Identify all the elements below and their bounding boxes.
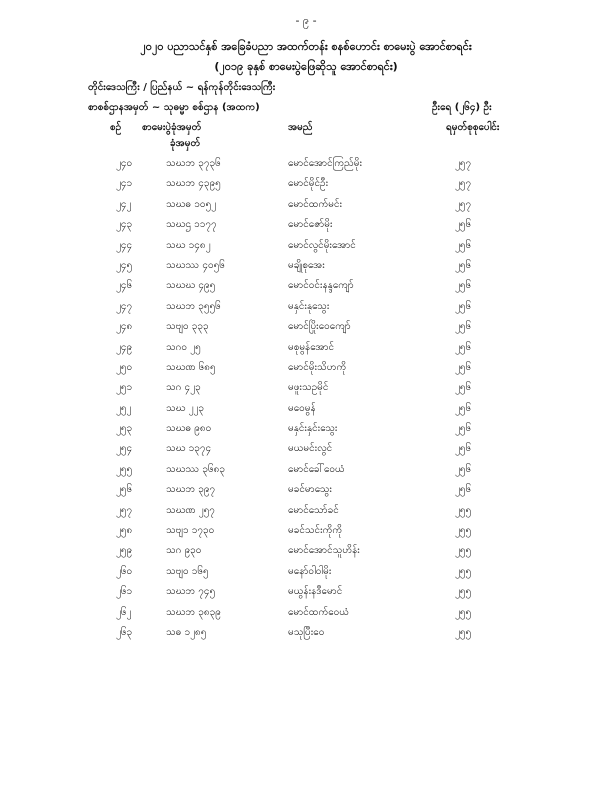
candidate-name: မခင်မာသွေး <box>288 484 332 496</box>
registration-number: သဃ ၂၂၃ <box>166 402 205 414</box>
document-subtitle: (၂၀၁၉ ခုနှစ် စာမေးပွဲဖြေဆိုသူ အောင်စာရင်း) <box>214 60 398 73</box>
total-marks: ၂၅၆ <box>455 361 472 373</box>
row-number: ၂၄၄ <box>116 239 133 251</box>
row-number: ၂၄၅ <box>116 259 133 271</box>
candidate-name: မယွန်းနဒီမောင် <box>288 586 343 598</box>
registration-number: သဂ ၉၃၀ <box>166 545 202 557</box>
candidate-name: မနှင်းနှင်းသွေး <box>288 423 338 435</box>
row-number: ၂၄၉ <box>116 341 133 353</box>
candidate-name: မောင်ဝင်းနန္ဒကျော် <box>288 280 354 292</box>
candidate-name: မချိုစုအေး <box>288 259 325 271</box>
registration-number: သဃဓ ၉၈၀ <box>166 423 212 435</box>
candidate-name: မောင်အောင်ကြည်မိုး <box>288 158 363 169</box>
candidate-name: မောင်မိုးသိဟကို <box>288 361 347 373</box>
candidate-name: မဖူးသဥမိုင် <box>288 382 329 394</box>
registration-number: သဗျ၀ ၃၃၃ <box>166 321 209 333</box>
total-marks: ၂၅၅ <box>455 606 472 618</box>
table-row <box>0 197 612 217</box>
row-number: ၂၅၆ <box>116 484 133 496</box>
total-marks: ၂၅၆ <box>455 484 472 496</box>
total-marks: ၂၅၇ <box>455 158 472 169</box>
candidate-count: ဦးရေ (၂၆၄) ဦး <box>432 102 492 113</box>
table-row <box>0 441 612 461</box>
table-row <box>0 319 612 339</box>
row-number: ၂၅၃ <box>116 423 133 435</box>
table-row <box>0 523 612 543</box>
candidate-name: မောင်ခေါ်ဝေယံ <box>288 463 345 475</box>
candidate-name: မဝေမွန် <box>288 402 316 414</box>
candidate-name: မစုမွန်အောင် <box>288 341 335 353</box>
table-row <box>0 503 612 523</box>
registration-number: သဃ ၁၄၈၂ <box>166 239 211 251</box>
row-number: ၂၅၈ <box>116 525 133 537</box>
row-number: ၂၅၂ <box>116 402 132 414</box>
row-number: ၂၆၂ <box>116 606 132 618</box>
table-row <box>0 584 612 604</box>
column-header-name: အမည် <box>288 122 313 133</box>
registration-number: သဗျ၀ ၁၆၅ <box>166 565 209 577</box>
row-number: ၂၆၃ <box>116 626 133 638</box>
total-marks: ၂၅၆ <box>455 300 472 312</box>
registration-number: သဓ ၁၂၈၅ <box>166 626 207 638</box>
registration-number: သဃဘ ၃၈၃၉ <box>166 606 221 618</box>
row-number: ၂၆၀ <box>116 565 133 577</box>
row-number: ၂၄၁ <box>116 178 133 190</box>
row-number: ၂၅၇ <box>116 504 133 516</box>
total-marks: ၂၅၅ <box>455 545 472 557</box>
registration-number: သဃဘ ၄၃၉၅ <box>166 178 221 190</box>
candidate-name: မခင်သင်းကိုကို <box>288 525 343 537</box>
table-row <box>0 340 612 360</box>
registration-number: သဃဌ ၁၁၇၇ <box>166 219 217 231</box>
row-number: ၂၄၇ <box>116 300 133 312</box>
registration-number: သဗျ၁ ၁၇၃၀ <box>166 525 215 537</box>
table-row <box>0 625 612 645</box>
total-marks: ၂၅၅ <box>455 525 472 537</box>
row-number: ၂၅၅ <box>116 463 133 475</box>
row-number: ၂၄၈ <box>116 321 133 333</box>
column-header-reg-number-2: ခုံအမှတ် <box>170 138 201 149</box>
column-header-reg-number: စာမေးပွဲခုံအမှတ် <box>142 122 202 133</box>
total-marks: ၂၅၆ <box>455 341 472 353</box>
total-marks: ၂၅၅ <box>455 565 472 577</box>
registration-number: သဃ ၁၃၇၄ <box>166 443 212 455</box>
total-marks: ၂၅၅ <box>455 626 472 638</box>
table-row <box>0 482 612 502</box>
candidate-name: မောင်သော်ခင် <box>288 504 339 516</box>
table-row <box>0 176 612 196</box>
total-marks: ၂၅၅ <box>455 586 472 598</box>
total-marks: ၂၅၆ <box>455 321 472 333</box>
total-marks: ၂၅၅ <box>455 504 472 516</box>
column-header-no: စဉ် <box>110 122 122 133</box>
table-row <box>0 278 612 298</box>
row-number: ၂၅၉ <box>116 545 133 557</box>
row-number: ၂၆၁ <box>116 586 133 598</box>
row-number: ၂၅၀ <box>116 361 133 373</box>
registration-number: သဂ၀ ၂၅ <box>166 341 201 353</box>
table-row <box>0 258 612 278</box>
candidate-name: မောင်မိုင်ဦး <box>288 178 329 190</box>
table-row <box>0 299 612 319</box>
row-number: ၂၄၂ <box>116 198 132 210</box>
table-row <box>0 564 612 584</box>
candidate-name: မသုပြီးဝေ <box>288 626 325 638</box>
registration-number: သဃဘ ၃၅၅၆ <box>166 300 221 312</box>
candidate-name: မောင်ပြိုးဝေကျော် <box>288 321 351 333</box>
total-marks: ၂၅၆ <box>455 423 472 435</box>
total-marks: ၂၅၆ <box>455 239 472 251</box>
table-row <box>0 360 612 380</box>
row-number: ၂၄၀ <box>116 158 133 169</box>
exam-center-line: စာစစ်ဌာနအမှတ် ~ သုဓမ္မာ စစ်ဌာန (အထက) <box>88 102 260 113</box>
registration-number: သဃဿ ၄၀၅၆ <box>166 259 225 271</box>
total-marks: ၂၅၇ <box>455 178 472 190</box>
total-marks: ၂၅၇ <box>455 198 472 210</box>
results-table <box>0 156 612 645</box>
row-number: ၂၅၁ <box>116 382 133 394</box>
row-number: ၂၅၄ <box>116 443 133 455</box>
candidate-name: မနှင်းနုသွေး <box>288 300 330 312</box>
table-row <box>0 421 612 441</box>
registration-number: သဃဏ ၆၈၅ <box>166 361 216 373</box>
table-row <box>0 380 612 400</box>
table-row <box>0 238 612 258</box>
candidate-name: မောင်အောင်သူဟိန်း <box>288 545 360 557</box>
registration-number: သဃဘ ၇၄၅ <box>166 586 216 598</box>
document-title: ၂၀၂၀ ပညာသင်နှစ် အခြေခံပညာ အထက်တန်း စနစ်ဟောင်း စာမေးပွဲ အောင်စာရင်း <box>140 40 472 53</box>
registration-number: သဂ ၄၂၃ <box>166 382 201 394</box>
candidate-name: မနော်ဝါဝါမိုး <box>288 565 332 577</box>
row-number: ၂၄၆ <box>116 280 133 292</box>
candidate-name: မောင်ထက်ဝေယံ <box>288 606 350 618</box>
table-row <box>0 605 612 625</box>
total-marks: ၂၅၆ <box>455 219 472 231</box>
candidate-name: မောင်ဇော်မိုး <box>288 219 333 231</box>
candidate-name: မယမင်းလွင် <box>288 443 333 455</box>
total-marks: ၂၅၆ <box>455 259 472 271</box>
candidate-name: မောင်ထက်မင်း <box>288 198 343 210</box>
table-row <box>0 462 612 482</box>
table-row <box>0 401 612 421</box>
table-row <box>0 217 612 237</box>
row-number: ၂၄၃ <box>116 219 133 231</box>
table-row <box>0 543 612 563</box>
registration-number: သဃဘ ၃၉၇ <box>166 484 216 496</box>
registration-number: သဃဿ ၃၆၈၃ <box>166 463 225 475</box>
registration-number: သဃဓ ၁၀၅၂ <box>166 198 217 210</box>
column-header-marks: ရမှတ်စုစုပေါင်း <box>446 122 500 133</box>
total-marks: ၂၅၆ <box>455 280 472 292</box>
total-marks: ၂၅၆ <box>455 443 472 455</box>
total-marks: ၂၅၆ <box>455 402 472 414</box>
page-number: - ၉ - <box>295 14 317 27</box>
registration-number: သဃဘ ၃၇၃၆ <box>166 158 221 169</box>
candidate-name: မောင်လွင်မိုးအောင် <box>288 239 356 251</box>
table-row <box>0 156 612 176</box>
total-marks: ၂၅၆ <box>455 463 472 475</box>
total-marks: ၂၅၆ <box>455 382 472 394</box>
registration-number: သဃဏ ၂၅၇ <box>166 504 215 516</box>
region-line: တိုင်းဒေသကြီး / ပြည်နယ် ~ ရန်ကုန်တိုင်းဒေသကြီး <box>88 82 276 93</box>
registration-number: သဃဃ ၄၉၅ <box>166 280 216 292</box>
